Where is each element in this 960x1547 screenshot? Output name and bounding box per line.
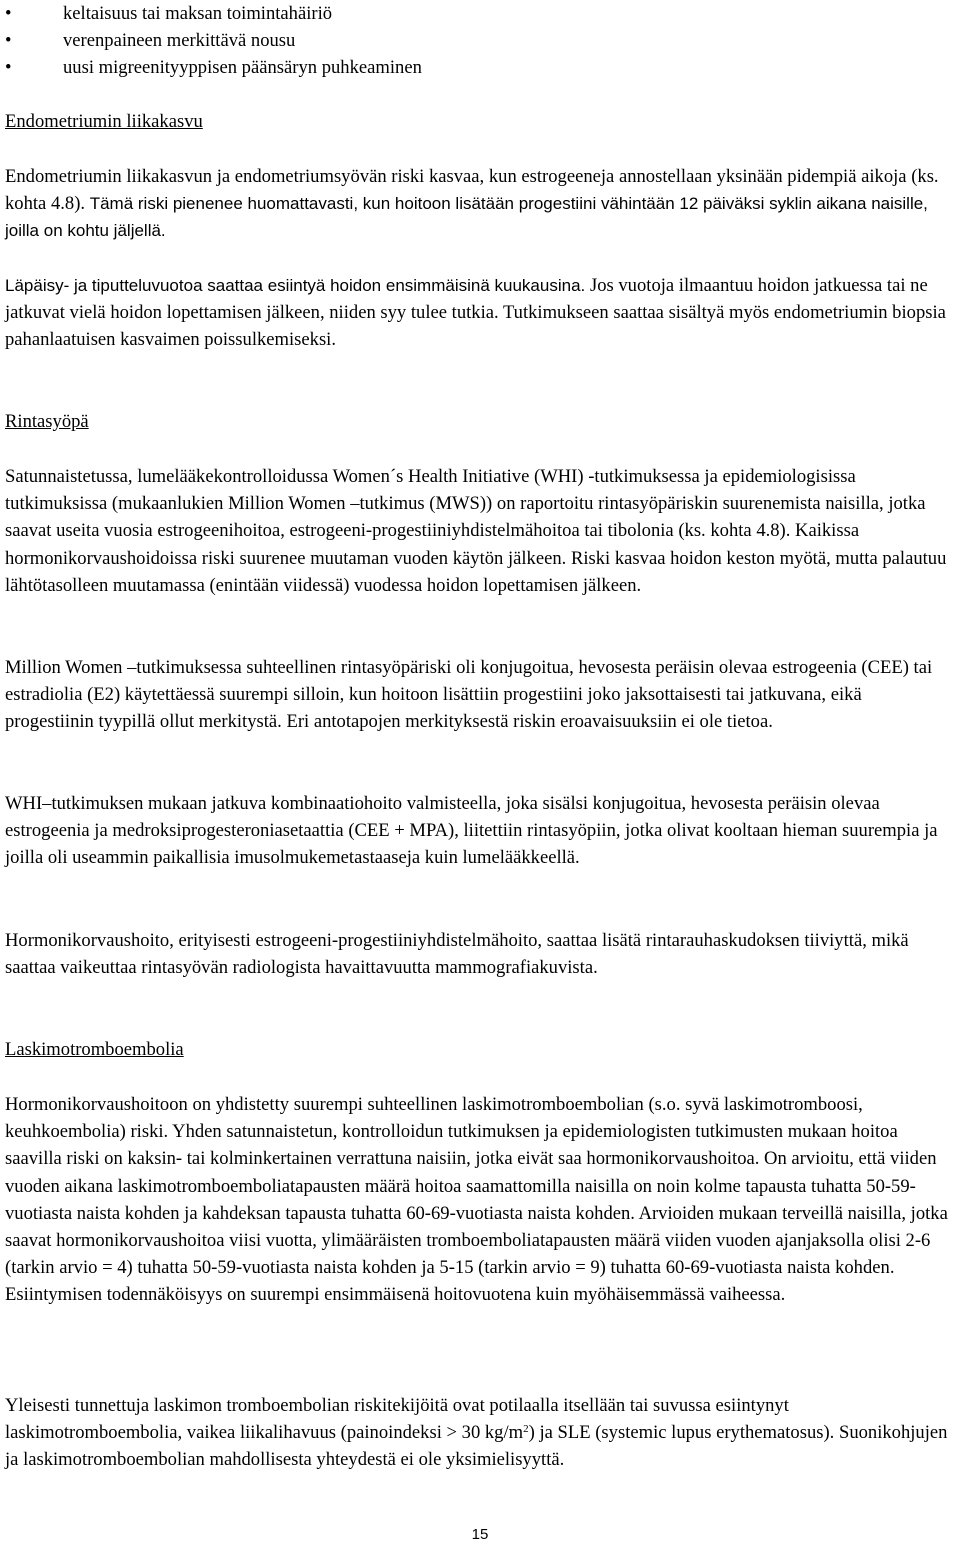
paragraph <box>5 927 950 981</box>
section-vte <box>5 1036 950 1063</box>
bullet-icon: • <box>5 30 12 52</box>
paragraph-text: Endometriumin liikakasvun ja endometriumsyövän riski kasvaa, kun estrogeeneja annostellaan yksinään pidempiä aikoja (ks. kohta 4.8). <box>5 166 939 215</box>
bullet-icon: • <box>5 3 12 24</box>
paragraph <box>5 1091 950 1309</box>
paragraph-text: Tämä riski pienenee huomattavasti, kun hoitoon lisätään progestiini vähintään 12 päiväksi syklin aikana naisille, joilla on kohtu jäljellä. <box>5 194 928 241</box>
paragraph-text: Läpäisy- ja tiputteluvuotoa saattaa esiintyä hoidon ensimmäisinä kuukausina. <box>5 276 590 295</box>
list-item: • keltaisuus tai maksan toimintahäiriö <box>5 0 950 27</box>
document-page <box>5 0 950 1471</box>
paragraph-text: WHI–tutkimuksen mukaan jatkuva kombinaatiohoito valmisteella, joka sisälsi konjugoitua, hevosesta peräisin olevaa estrogeenia ja medroksiprogesteroniasetaattia (CEE + MPA), liitettiin rintasyöpiin, jotka olivat kooltaan hieman suurempia ja joilla oli useammin paikallisia imusolmukemetastaaseja kuin lumelääkkeellä. <box>5 793 938 869</box>
paragraph <box>5 790 950 872</box>
paragraph <box>5 272 950 354</box>
paragraph <box>5 1392 950 1474</box>
paragraph-text: Million Women –tutkimuksessa suhteellinen rintasyöpäriski oli konjugoitua, hevosesta peräisin olevaa estrogeenia (CEE) tai estradiolia (E2) käytettäessä suurempi silloin, kun hoitoon lisättiin progestiini joko jaksottaisesti tai jatkuvana, eikä progestiinin tyypillä ollut merkitystä. Eri antotapojen merkityksestä riskin eroavaisuuksiin ei ole tietoa. <box>5 657 933 733</box>
paragraph-text: Satunnaistetussa, lumelääkekontrolloidussa Women´s Health Initiative (WHI) -tutkimuksessa ja epidemiologisissa tutkimuksissa (mukaanlukien Million Women –tutkimus (MWS)) on raportoitu rintasyöpäriskin suurenemista naisilla, jotka saavat useita vuosia estrogeenihoitoa, estrogeeni-progestiiniyhdistelmähoitoa tai tibolonia (ks. kohta 4.8). Kaikissa hormonikorvaushoidoissa riski suurenee muutaman vuoden käytön jälkeen. Riski kasvaa hoidon keston myötä, mutta palautuu lähtötasolleen muutamassa (enintään viidessä) vuodessa hoidon lopettamisen jälkeen. <box>5 466 947 596</box>
bullet-icon: • <box>5 57 12 79</box>
page-number: 15 <box>471 1526 489 1543</box>
section-heading: Laskimotromboembolia <box>5 1039 184 1060</box>
paragraph-text: Jos vuotoja ilmaantuu hoidon jatkuessa tai ne jatkuvat vielä hoidon lopettamisen jälkeen, niiden syy tulee tutkia. <box>5 275 928 324</box>
superscript: 2 <box>523 1423 529 1436</box>
list-item: • uusi migreenityyppisen päänsäryn puhkeaminen <box>5 54 950 81</box>
paragraph-text: Yleisesti tunnettuja laskimon tromboembolian riskitekijöitä ovat potilaalla itsellään tai suvussa esiintynyt laskimotromboembolia, vaikea liikalihavuus (painoindeksi > 30 kg/m <box>5 1395 789 1444</box>
paragraph-text: Hormonikorvaushoito, erityisesti estrogeeni-progestiiniyhdistelmähoito, saattaa lisätä rintarauhaskudoksen tiiviyttä, mikä saattaa vaikeuttaa rintasyövän radiologista havaittavuutta mammografiakuvista. <box>5 930 909 979</box>
paragraph <box>5 163 950 245</box>
paragraph <box>5 463 950 599</box>
paragraph-text: Tutkimukseen saattaa sisältyä myös endometriumin biopsia pahanlaatuisen kasvaimen poissulkemiseksi. <box>5 302 946 351</box>
paragraph-text: Hormonikorvaushoitoon on yhdistetty suurempi suhteellinen laskimotromboembolian (s.o. syvä laskimotromboosi, keuhkoembolia) riski. Yhden satunnaistetun, kontrolloidun tutkimuksen ja epidemiologisten tutkimusten mukaan hoitoa saavilla riski on kaksin- tai kolminkertainen verrattuna naisiin, jotka eivät saa hormonikorvaushoitoa. On arvioitu, että viiden vuoden aikana laskimotromboemboliatapausten määrä hoitoa saamattomilla naisilla on noin kolme tapausta tuhatta 50-59-vuotiasta naista kohden ja kahdeksan tapausta tuhatta 60-69-vuotiasta naista kohden. Arvioiden mukaan terveillä naisilla, jotka saavat hormonikorvaushoitoa viisi vuotta, ylimääräisten tromboemboliatapausten määrä viiden vuoden ajanjaksolla olisi 2-6 (tarkin arvio = 4) tuhatta 50-59-vuotiasta naista kohden ja 5-15 (tarkin arvio = 9) tuhatta 60-69-vuotiasta naista kohden. Esiintymisen todennäköisyys on suurempi ensimmäisenä hoitovuotena kuin myöhäisemmässä vaiheessa. <box>5 1094 948 1306</box>
section-heading: Endometriumin liikakasvu <box>5 111 203 132</box>
section-heading: Rintasyöpä <box>5 411 89 432</box>
list-item: • verenpaineen merkittävä nousu <box>5 27 950 54</box>
bullet-list <box>5 0 950 82</box>
paragraph <box>5 654 950 736</box>
section-endometrium <box>5 108 950 135</box>
section-breast-cancer <box>5 408 950 435</box>
paragraph-text: ) ja SLE (systemic lupus erythematosus). Suonikohjujen ja laskimotromboembolian mahdollisesta yhteydestä ei ole yksimielisyyttä. <box>5 1422 948 1471</box>
